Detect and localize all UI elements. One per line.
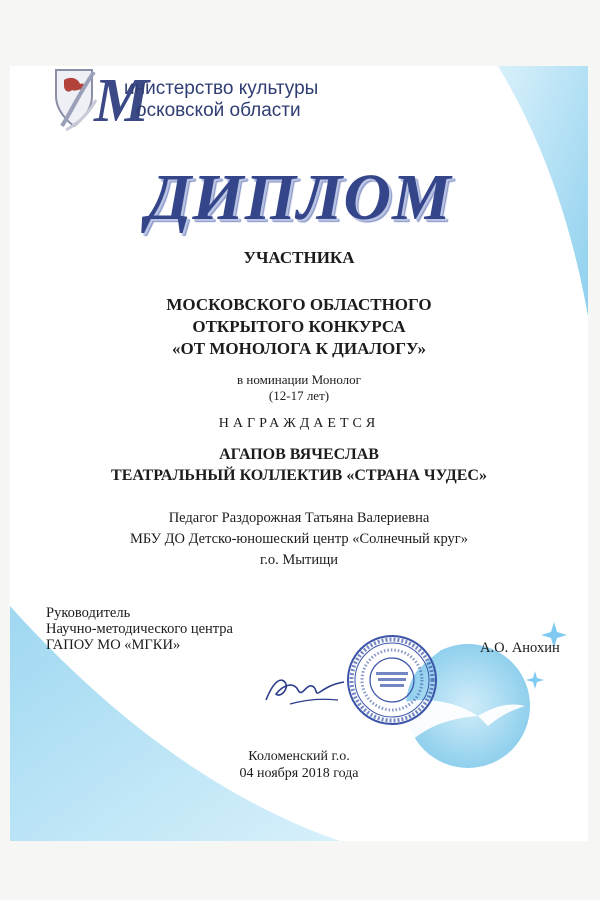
contest-line-1: МОСКОВСКОГО ОБЛАСТНОГО bbox=[166, 295, 432, 314]
institution-name: МБУ ДО Детско-юношеский центр «Солнечный круг» bbox=[130, 531, 468, 547]
diploma-title: ДИПЛОМ bbox=[146, 161, 452, 234]
official-stamp bbox=[346, 634, 438, 726]
ministry-header bbox=[50, 66, 450, 156]
signatory-role-line-1: Руководитель bbox=[46, 605, 131, 621]
diploma-sheet bbox=[10, 66, 588, 841]
recipient-name: АГАПОВ ВЯЧЕСЛАВ bbox=[219, 446, 379, 463]
teacher-name: Педагог Раздорожная Татьяна Валериевна bbox=[168, 510, 430, 526]
signatory-name: А.О. Анохин bbox=[480, 640, 560, 656]
recipient-block bbox=[10, 444, 588, 486]
age-range: (12-17 лет) bbox=[268, 388, 330, 403]
diploma-subtitle: УЧАСТНИКА bbox=[243, 248, 355, 267]
ministry-initial: М bbox=[94, 67, 150, 135]
issue-place: Коломенский г.о. bbox=[248, 749, 350, 764]
contest-line-2: ОТКРЫТОГО КОНКУРСА bbox=[192, 317, 406, 336]
ministry-line-1: инистерство культуры bbox=[124, 78, 319, 99]
nomination-block bbox=[10, 372, 588, 404]
city-name: г.о. Мытищи bbox=[259, 552, 339, 568]
contest-line-3: «ОТ МОНОЛОГА К ДИАЛОГУ» bbox=[172, 339, 426, 358]
nomination-text: в номинации Монолог bbox=[237, 372, 361, 387]
awarded-label: НАГРАЖДАЕТСЯ bbox=[218, 416, 380, 431]
teacher-block bbox=[10, 508, 588, 571]
issue-date: 04 ноября 2018 года bbox=[239, 766, 359, 781]
ministry-line-2: осковской области bbox=[136, 100, 301, 121]
signatory-role-line-2: Научно-методического центра bbox=[46, 621, 233, 637]
signatory-role bbox=[46, 605, 233, 653]
signatory-role-line-3: ГАПОУ МО «МГКИ» bbox=[46, 637, 181, 653]
coat-of-arms-icon bbox=[50, 66, 98, 134]
collective-name: ТЕАТРАЛЬНЫЙ КОЛЛЕКТИВ «СТРАНА ЧУДЕС» bbox=[111, 467, 487, 484]
contest-title bbox=[10, 294, 588, 360]
handwritten-signature bbox=[260, 670, 350, 710]
footer-block bbox=[10, 748, 588, 782]
